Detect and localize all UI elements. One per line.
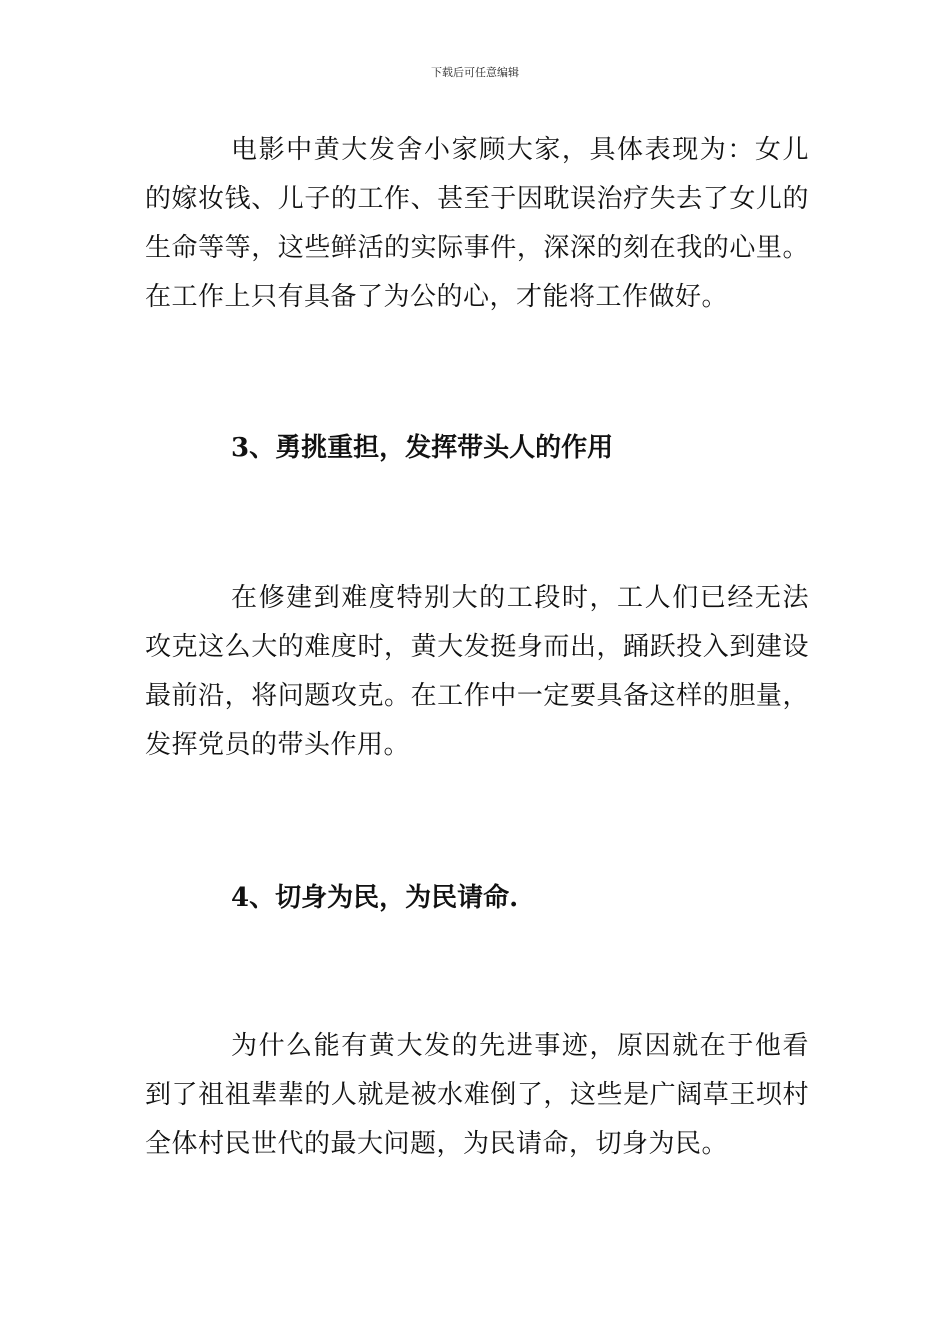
section-heading-4: 4、切身为民，为民请命. <box>231 883 519 913</box>
paragraph-serve-the-people: 为什么能有黄大发的先进事迹，原因就在于他看到了祖祖辈辈的人就是被水难倒了，这些是广阔草王坝村全体村民世代的最大问题，为民请命，切身为民。 <box>145 1031 809 1159</box>
paragraph-family-sacrifice: 电影中黄大发舍小家顾大家，具体表现为：女儿的嫁妆钱、儿子的工作、甚至于因耽误治疗失去了女儿的生命等等，这些鲜活的实际事件，深深的刻在我的心里。在工作上只有具备了为公的心，才能将工作做好。 <box>145 135 809 312</box>
page-header: 下载后可任意编辑 <box>431 66 519 79</box>
section-heading-3: 3、勇挑重担，发挥带头人的作用 <box>231 433 614 463</box>
paragraph-take-the-lead: 在修建到难度特别大的工段时，工人们已经无法攻克这么大的难度时，黄大发挺身而出，踊跃投入到建设最前沿，将问题攻克。在工作中一定要具备这样的胆量，发挥党员的带头作用。 <box>145 583 809 760</box>
